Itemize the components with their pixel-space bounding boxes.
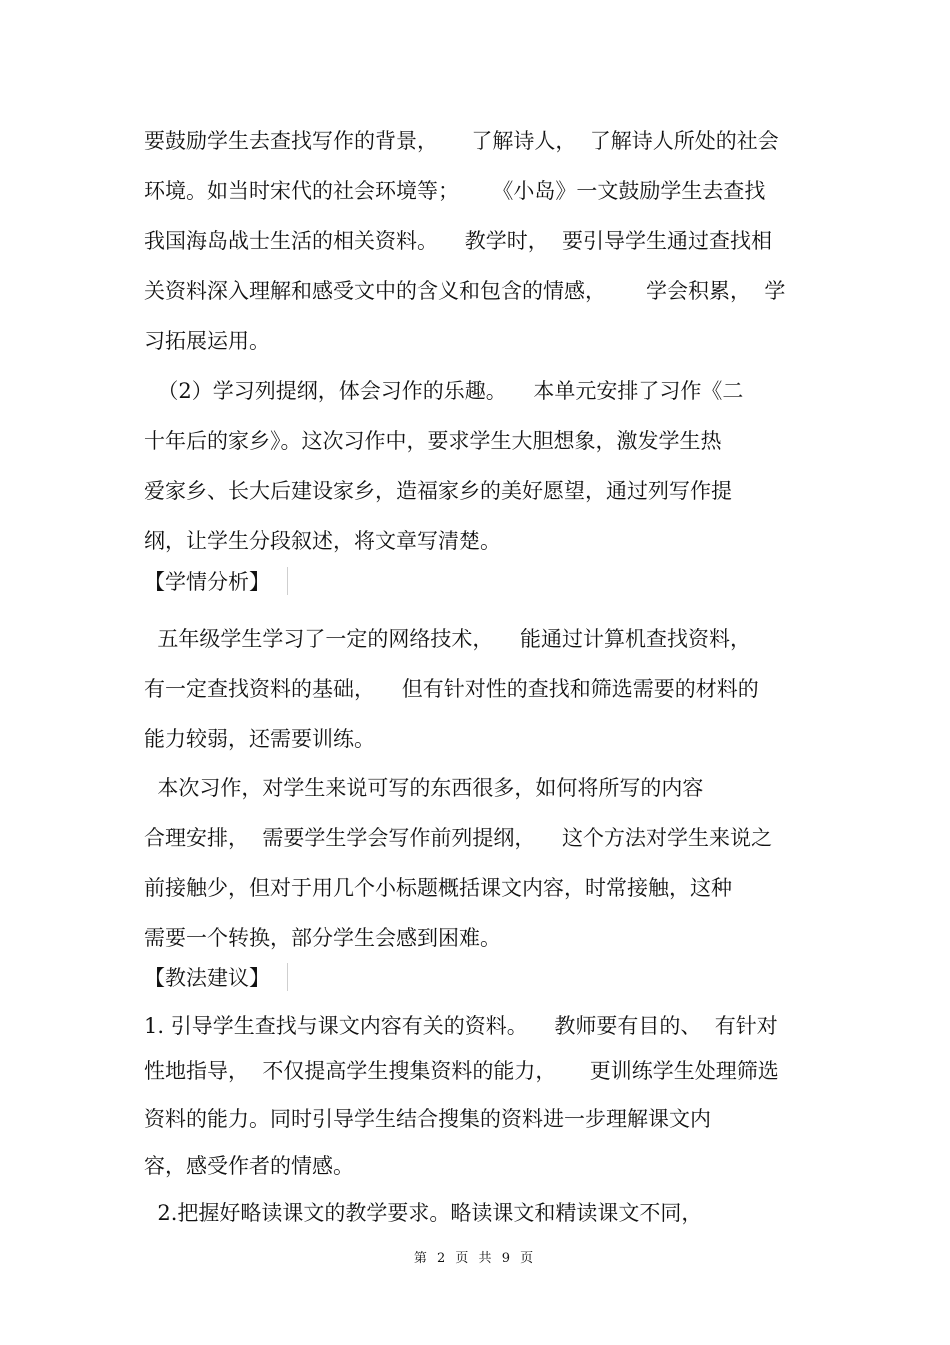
text-line: 本次习作，对学生来说可写的东西很多，如何将所写的内容	[144, 776, 704, 800]
divider	[287, 567, 288, 595]
text-line: 1. 引导学生查找与课文内容有关的资料。 教师要有目的、 有针对	[144, 1014, 778, 1038]
text-line: 需要一个转换，部分学生会感到困难。	[144, 926, 501, 950]
text-line: （2）学习列提纲，体会习作的乐趣。 本单元安排了习作《二	[144, 379, 744, 403]
text-line: 容，感受作者的情感。	[144, 1154, 354, 1178]
text-line: 2.把握好略读课文的教学要求。略读课文和精读课文不同，	[144, 1201, 703, 1225]
text-line: 纲，让学生分段叙述，将文章写清楚。	[144, 529, 501, 553]
text-line: 环境。如当时宋代的社会环境等； 《小岛》一文鼓励学生去查找	[144, 179, 766, 203]
text-line: 十年后的家乡》。这次习作中，要求学生大胆想象，激发学生热	[144, 429, 722, 453]
text-line: 习拓展运用。	[144, 329, 270, 353]
text-line: 要鼓励学生去查找写作的背景， 了解诗人， 了解诗人所处的社会	[144, 129, 779, 153]
page-footer: 第 2 页 共 9 页	[413, 1251, 537, 1266]
text-line: 性地指导， 不仅提高学生搜集资料的能力， 更训练学生处理筛选	[144, 1059, 779, 1083]
text-line: 有一定查找资料的基础， 但有针对性的查找和筛选需要的材料的	[144, 677, 759, 701]
section-heading-teaching-suggestions: 【教法建议】	[144, 966, 270, 990]
text-line: 前接触少，但对于用几个小标题概括课文内容，时常接触，这种	[144, 876, 732, 900]
text-line: 爱家乡、长大后建设家乡，造福家乡的美好愿望，通过列写作提	[144, 479, 732, 503]
section-heading-learning-analysis: 【学情分析】	[144, 570, 270, 594]
text-line: 能力较弱，还需要训练。	[144, 727, 375, 751]
divider	[287, 963, 288, 991]
text-line: 五年级学生学习了一定的网络技术， 能通过计算机查找资料，	[144, 627, 752, 651]
text-line: 合理安排， 需要学生学会写作前列提纲， 这个方法对学生来说之	[144, 826, 773, 850]
text-line: 关资料深入理解和感受文中的含义和包含的情感， 学会积累， 学	[144, 279, 786, 303]
text-line: 我国海岛战士生活的相关资料。 教学时， 要引导学生通过查找相	[144, 229, 773, 253]
text-line: 资料的能力。同时引导学生结合搜集的资料进一步理解课文内	[144, 1107, 711, 1131]
